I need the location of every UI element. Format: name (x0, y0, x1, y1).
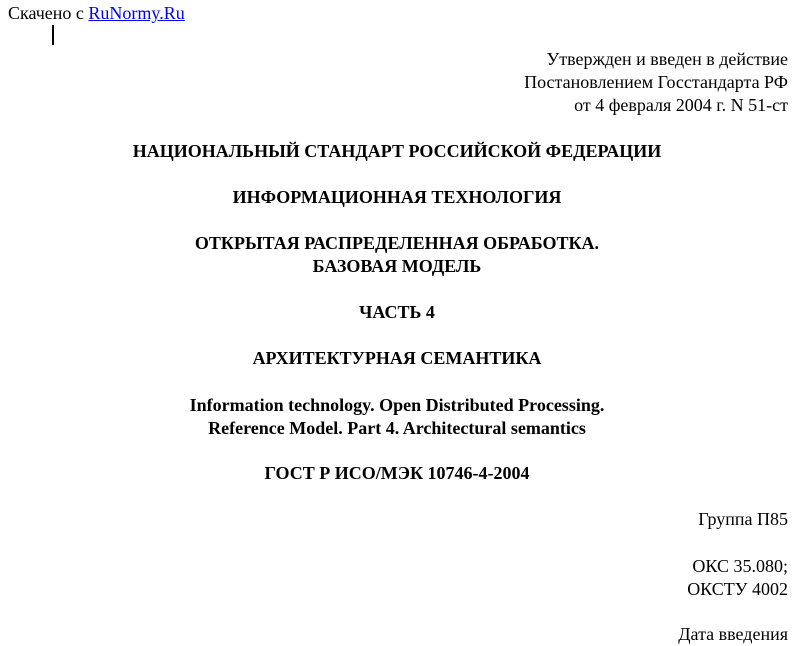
source-prefix: Скачено с (8, 3, 89, 23)
text-cursor (52, 25, 54, 45)
standard-name-line-2: БАЗОВАЯ МОДЕЛЬ (312, 256, 482, 276)
approval-line-2: Постановлением Госстандарта РФ (524, 72, 788, 92)
national-standard-heading: НАЦИОНАЛЬНЫЙ СТАНДАРТ РОССИЙСКОЙ ФЕДЕРАЦИИ (132, 141, 662, 161)
runormy-link[interactable]: RuNormy.Ru (88, 3, 185, 23)
okstu-code: ОКСТУ 4002 (687, 579, 788, 599)
english-title-line-1: Information technology. Open Distributed Processing. (189, 395, 605, 415)
approval-line-3: от 4 февраля 2004 г. N 51-ст (574, 95, 788, 115)
field-heading: ИНФОРМАЦИОННАЯ ТЕХНОЛОГИЯ (232, 187, 562, 207)
part-heading: ЧАСТЬ 4 (359, 302, 435, 322)
gost-designation: ГОСТ Р ИСО/МЭК 10746-4-2004 (264, 463, 530, 483)
standard-name (0, 232, 794, 278)
group-code: Группа П85 (698, 509, 788, 529)
subtitle-heading: АРХИТЕКТУРНАЯ СЕМАНТИКА (252, 348, 542, 368)
english-title-line-2: Reference Model. Part 4. Architectural semantics (208, 418, 586, 438)
oks-code: ОКС 35.080; (692, 556, 788, 576)
approval-block (524, 48, 788, 117)
english-title (0, 394, 794, 440)
standard-name-line-1: ОТКРЫТАЯ РАСПРЕДЕЛЕННАЯ ОБРАБОТКА. (194, 233, 600, 253)
intro-date-label: Дата введения (678, 624, 788, 644)
approval-line-1: Утвержден и введен в действие (546, 49, 788, 69)
source-line (8, 3, 185, 23)
classification-codes (687, 555, 788, 601)
